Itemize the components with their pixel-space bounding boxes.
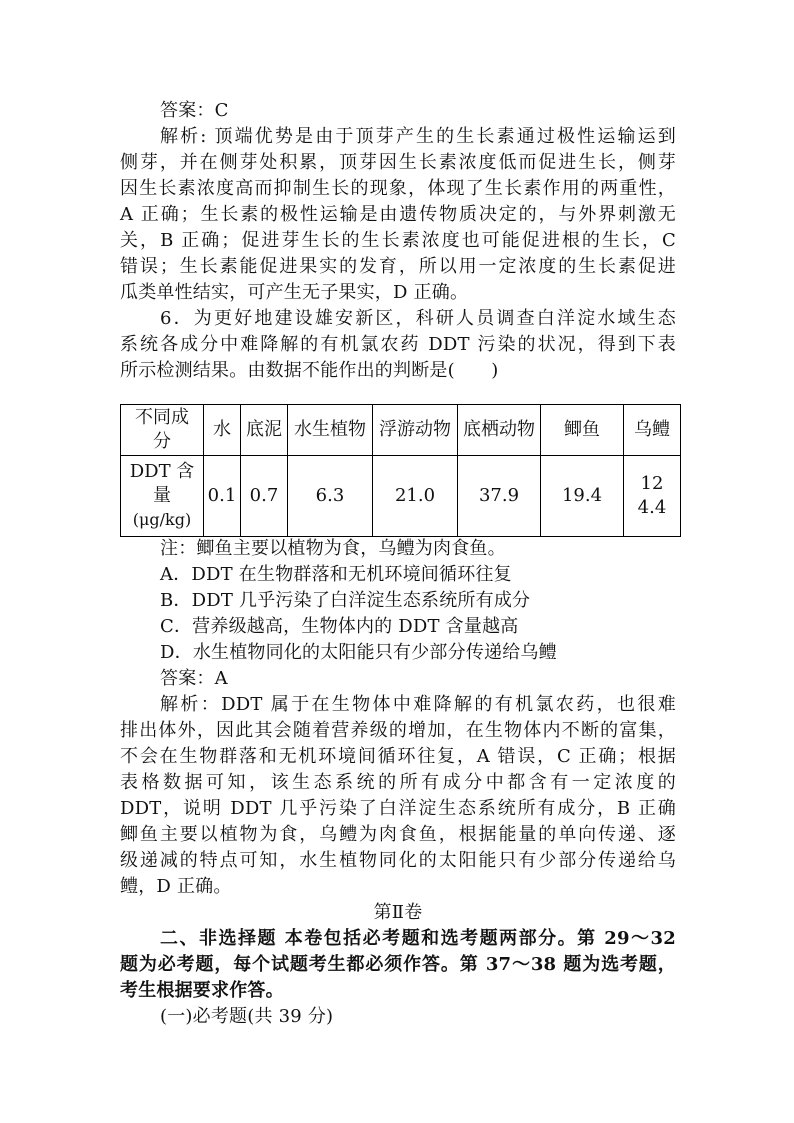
part-intro-line-3: 考生根据要求作答。 bbox=[120, 980, 284, 1001]
table-cell: 6.3 bbox=[288, 456, 373, 537]
table-note: 注：鲫鱼主要以植物为食，乌鳢为肉食鱼。 bbox=[160, 538, 506, 559]
table-cell: 37.9 bbox=[458, 456, 541, 537]
part-title: 第Ⅱ卷 bbox=[373, 902, 423, 923]
q5-analysis-line-4: A 正确；生长素的极性运输是由遗传物质决定的，与外界刺激无 bbox=[120, 204, 676, 225]
table-cell: 21.0 bbox=[373, 456, 458, 537]
section-heading: (一)必考题(共 39 分) bbox=[160, 1006, 334, 1027]
table-row-label: DDT 含 量 (μg/kg) bbox=[121, 456, 204, 537]
table-header-cell: 不同成分 bbox=[121, 405, 204, 456]
q6-analysis-line-5: DDT，说明 DDT 几乎污染了白洋淀生态系统所有成分，B 正确 bbox=[120, 798, 676, 819]
table-header-cell: 鲫鱼 bbox=[541, 405, 624, 456]
q6-analysis-line-6: 鲫鱼主要以植物为食，乌鳢为肉食鱼，根据能量的单向传递、逐 bbox=[120, 824, 676, 845]
q5-analysis-line-6: 错误；生长素能促进果实的发育，所以用一定浓度的生长素促进 bbox=[120, 256, 676, 277]
table-cell: 0.1 bbox=[204, 456, 241, 537]
q5-analysis-line-1: 解析: 顶端优势是由于顶芽产生的生长素通过极性运输运到 bbox=[160, 126, 676, 147]
q5-analysis-line-3: 因生长素浓度高而抑制生长的现象，体现了生长素作用的两重性， bbox=[120, 178, 676, 199]
table-cell: 0.7 bbox=[241, 456, 288, 537]
option-b: B．DDT 几乎污染了白洋淀生态系统所有成分 bbox=[160, 590, 531, 611]
q6-analysis-line-3: 不会在生物群落和无机环境间循环往复，A 错误，C 正确；根据 bbox=[120, 746, 676, 767]
q6-analysis-line-2: 排出体外，因此其会随着营养级的增加，在生物体内不断的富集， bbox=[120, 720, 676, 741]
q6-analysis-line-1: 解析：DDT 属于在生物体中难降解的有机氯农药，也很难 bbox=[160, 694, 676, 715]
table-cell: 19.4 bbox=[541, 456, 624, 537]
q5-answer: 答案：C bbox=[160, 100, 229, 121]
analysis-label: 解析: bbox=[160, 126, 207, 147]
table-header-cell: 水 bbox=[204, 405, 241, 456]
q6-analysis-line-8: 鳢，D 正确。 bbox=[120, 876, 232, 897]
q6-stem-line-3: 所示检测结果。由数据不能作出的判断是( ) bbox=[120, 360, 499, 381]
table-cell: 124.4 bbox=[624, 456, 681, 537]
q6-analysis-line-7: 级递减的特点可知，水生植物同化的太阳能只有少部分传递给乌 bbox=[120, 850, 676, 871]
q6-answer: 答案：A bbox=[160, 668, 228, 689]
q5-analysis-line-2: 侧芽，并在侧芽处积累，顶芽因生长素浓度低而促进生长，侧芽 bbox=[120, 152, 676, 173]
part-intro-line-2: 题为必考题，每个试题考生都必须作答。第 37～38 题为选考题， bbox=[120, 954, 676, 975]
option-d: D．水生植物同化的太阳能只有少部分传递给乌鳢 bbox=[160, 642, 557, 663]
option-c: C．营养级越高，生物体内的 DDT 含量越高 bbox=[160, 616, 519, 637]
q5-analysis-line-7: 瓜类单性结实，可产生无子果实，D 正确。 bbox=[120, 282, 469, 303]
part-intro-line-1: 二、非选择题 本卷包括必考题和选考题两部分。第 29～32 bbox=[160, 928, 676, 949]
q6-analysis-line-4: 表格数据可知，该生态系统的所有成分中都含有一定浓度的 bbox=[120, 772, 676, 793]
table-header-cell: 浮游动物 bbox=[373, 405, 458, 456]
q6-stem-line-1: 6．为更好地建设雄安新区，科研人员调查白洋淀水域生态 bbox=[160, 308, 676, 329]
analysis-label: 解析： bbox=[160, 694, 222, 715]
table-header-cell: 乌鳢 bbox=[624, 405, 681, 456]
table-header-cell: 水生植物 bbox=[288, 405, 373, 456]
q5-analysis-line-5: 关，B 正确；促进芽生长的生长素浓度也可能促进根的生长，C bbox=[120, 230, 676, 251]
ddt-table bbox=[120, 404, 681, 537]
option-a: A．DDT 在生物群落和无机环境间循环往复 bbox=[160, 564, 512, 585]
table-header-row bbox=[121, 405, 681, 456]
table-row bbox=[121, 456, 681, 537]
table-header-cell: 底栖动物 bbox=[458, 405, 541, 456]
q6-stem-line-2: 系统各成分中难降解的有机氯农药 DDT 污染的状况，得到下表 bbox=[120, 334, 676, 355]
table-header-cell: 底泥 bbox=[241, 405, 288, 456]
